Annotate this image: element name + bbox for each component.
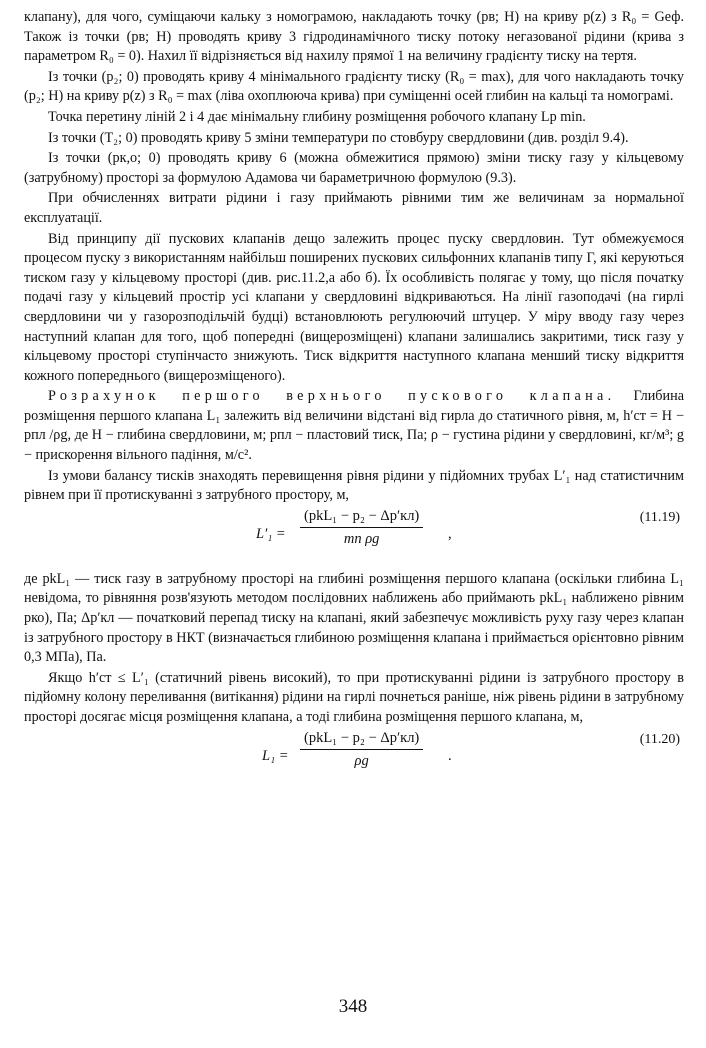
formula-1-denominator: mп ρg: [343, 530, 380, 547]
paragraph-4: Із точки (T₂; 0) проводять криву 5 зміни температури по стовбуру свердловини (див. розділ 9.4).: [48, 129, 629, 146]
paragraph-9: Із умови балансу тисків знаходять перевищення рівня рідини у підйомних трубах L′₁ над статистичним рівнем при її протискуванні з затрубного простору, м,: [24, 467, 684, 504]
formula-2-number: (11.20): [639, 731, 680, 747]
formula-2-lhs: L₁ =: [262, 747, 289, 764]
formula-1-fraction: [300, 508, 423, 548]
formula-2-denominator: ρg: [354, 752, 369, 769]
section-heading: Розрахунок першого верхнього пускового клапана.: [48, 388, 616, 405]
paragraph-11: Якщо h′ст ≤ L′₁ (статичний рівень високий), то при протискуванні рідини із затрубного простору в підйомну колону переливання (витікання) рідини на гирлі почнеться раніше, ніж рівень рідини в затрубному просторі досягає місця розміщення клапана, а тоді глибина розміщення першого клапана, м,: [24, 669, 684, 725]
formula-1-lhs: L′₁ =: [256, 525, 286, 542]
paragraph-10: де pkL₁ — тиск газу в затрубному просторі на глибині розміщення першого клапана (оскільки глибина L₁ невідома, то рівняння розв'язують методом послідовних наближень або приймають pkL₁ наближено рівним pко), Па; Δp′кл — початковий перепад тиску на клапані, який забезпечує можливість руху газу через клапан із затрубного простору в НКТ (визначається глибиною розміщення клапана і приймається орієнтовно рівним 0,3 МПа), Па.: [24, 570, 684, 666]
paragraph-8: [24, 387, 684, 465]
paragraph-3: Точка перетину ліній 2 і 4 дає мінімальну глибину розміщення робочого клапану Lр min.: [48, 108, 586, 125]
formula-1-numerator: (pkL₁ − p₂ − Δp′кл): [300, 508, 423, 528]
formula-2-fraction: [300, 730, 423, 770]
page-body: [24, 8, 684, 792]
paragraph-8-text: Глибина розміщення першого клапана L₁ залежить від величини відстані від гирла до статичного рівня, м, h′ст = H − pпл /ρg, де H − глибина свердловини, м; pпл − пластовий тиск, Па; ρ − густина рідини у свердловині, кг/м³; g − прискорення вільного падіння, м/с².: [24, 388, 684, 464]
paragraph-6: При обчисленнях витрати рідини і газу приймають рівними тим же величинам за нормальної експлуатації.: [24, 190, 684, 226]
paragraph-7: Від принципу дії пускових клапанів дещо залежить процес пуску свердловин. Тут обмежуємося процесом пуску з використанням найбільш поширених пускових сильфонних клапанів типу Г, які керуються тиском газу у кільцевому просторі (див. рис.11.2,а або б). Їх особливість полягає у тому, що після початку подачі газу у кільцевий простір усі клапани у свердловині відкриваються. На лінії газоподачі (на гирлі свердловини чи у газорозподільчій будці) встановлюють регулюючий штуцер. У міру вводу газу через наступний клапан для того, щоб попередні (вищерозміщені) клапани залишались закритими, тиск газу у кільцевому просторі ступінчасто знижують. Тиск відкриття наступного клапана менший тиску відкриття кожного попереднього (вищерозміщеного).: [24, 230, 684, 384]
paragraph-5: Із точки (pк,о; 0) проводять криву 6 (можна обмежитися прямою) зміни тиску газу у кільцевому (затрубному) просторі за формулою Адамова чи бараметричною формулою (9.3).: [24, 150, 684, 186]
formula-1-punct: ,: [448, 525, 452, 542]
formula-11-20: [24, 730, 684, 788]
paragraph-1: клапану), для чого, суміщаючи кальку з номограмою, накладають точку (pв; H) на криву p(z) з R₀ = Gеф. Також із точки (pв; H) проводять криву 3 гідродинамічного тиску потоку негазованої рідини (крива з параметром R₀ = 0). Нахил її відрізняється від нахилу прямої 1 на величину градієнту тиску на тертя.: [24, 9, 684, 65]
formula-11-19: [24, 508, 684, 566]
formula-1-number: (11.19): [639, 509, 680, 525]
page-number: 348: [338, 996, 368, 1017]
paragraph-2: Із точки (p₂; 0) проводять криву 4 мінімального градієнту тиску (R₀ = max), для чого накладають точку (p₂; H) на криву p(z) з R₀ = max (ліва охоплююча крива) при суміщенні осей глибин на кальці та номограмі.: [24, 68, 684, 105]
formula-2-punct: .: [448, 747, 452, 764]
formula-2-numerator: (pkL₁ − p₂ − Δp′кл): [300, 730, 423, 750]
